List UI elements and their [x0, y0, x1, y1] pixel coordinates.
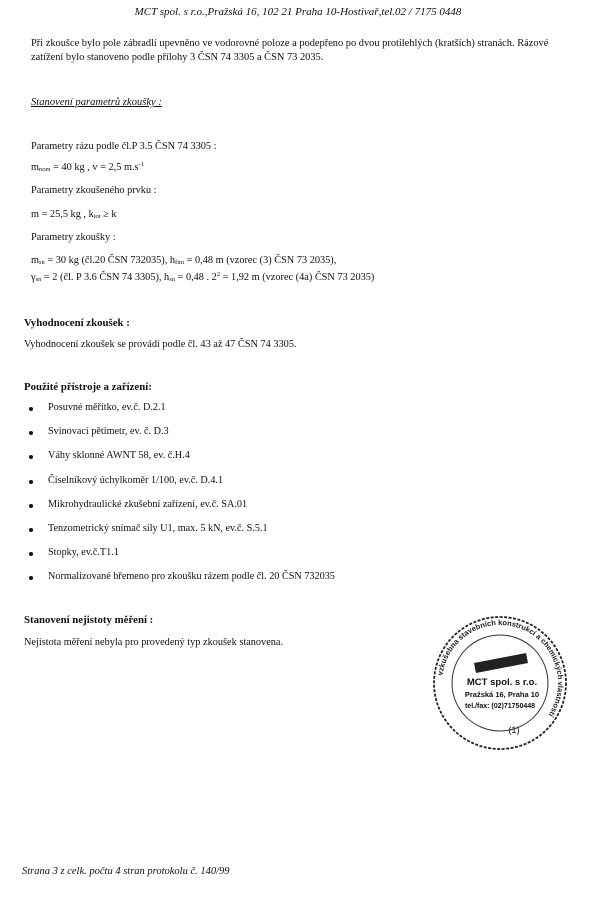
bullet-icon [29, 528, 33, 532]
list-item: Posuvné měřítko, ev.č. D.2.1 [26, 402, 466, 426]
stamp-logo [474, 653, 528, 673]
evaluation-heading: Vyhodnocení zkoušek : [24, 317, 130, 329]
element-params-values: m = 25,5 kg , $k_{tot} \ge k$ [31, 209, 117, 220]
list-item: Číselníkový úchylkoměr 1/100, ev.č. D.4.1 [26, 475, 466, 499]
list-item: Svinovací pětimetr, ev. č. D.3 [26, 426, 466, 450]
list-item: Stopky, ev.č.T1.1 [26, 547, 466, 571]
list-item: Váhy sklonné AWNT 58, ev. č.H.4 [26, 450, 466, 474]
page-header: MCT spol. s r.o.,Pražská 16, 102 21 Praha 10-Hostivař,tel.02 / 7175 0448 [134, 6, 462, 18]
bullet-icon [29, 455, 33, 459]
impact-params-values: $m_{nom} = 40$ kg , v = 2,5 $m.s^{-1}$ [31, 161, 144, 173]
impact-params-label: Parametry rázu podle čl.P 3.5 ČSN 74 3305 : [31, 141, 217, 152]
list-item: Mikrohydraulické zkušební zařízení, ev.č. SA.01 [26, 499, 466, 523]
stamp-phone: tel./fax: (02)71750448 [464, 703, 536, 710]
instruments-heading: Použité přístroje a zařízení: [24, 381, 152, 393]
bullet-icon [29, 552, 33, 556]
bullet-icon [29, 431, 33, 435]
company-stamp [430, 613, 570, 753]
test-params-line-1: $m_{sn} = 30$ kg (čl.20 ČSN 732035), $h_{fim} = 0,48$ m (vzorec (3) ČSN 73 2035), [31, 255, 337, 266]
bullet-icon [29, 480, 33, 484]
uncertainty-heading: Stanovení nejistoty měření : [24, 614, 154, 626]
intro-paragraph: Při zkoušce bylo pole zábradlí upevněno ve vodorovné poloze a podepřeno po dvou protilehlých (kratších) stranách. Rázové zatížení bylo stanoveno podle přílohy 3 ČSN 74 3305 a ČSN 73 2035. [31, 38, 549, 63]
bullet-icon [29, 407, 33, 411]
stamp-address: Pražská 16, Praha 10 [464, 690, 540, 699]
instruments-list [26, 402, 466, 596]
stamp-company: MCT spol. s r.o. [466, 677, 538, 688]
test-params-label: Parametry zkoušky : [31, 232, 116, 243]
stamp-ring-text: vzkušebna stavebních konstrukcí a chemických vlastností [435, 617, 566, 719]
bullet-icon [29, 504, 33, 508]
bullet-icon [29, 576, 33, 580]
list-item: Tenzometrický snímač síly U1, max. 5 kN, ev.č. S.5.1 [26, 523, 466, 547]
section-heading-test-parameters: Stanovení parametrů zkoušky : [31, 97, 162, 108]
stamp-number: (1) [508, 725, 520, 735]
uncertainty-text: Nejistota měření nebyla pro provedený typ zkoušek stanovena. [24, 637, 284, 648]
test-params-line-2: $\gamma_{sn} = 2$ (čl. P 3.6 ČSN 74 3305), $h_{sn} = 0,48$ . $2^2 = 1,92$ m (vzorec (4a) ČSN 73 2035) [31, 271, 375, 283]
evaluation-text: Vyhodnocení zkoušek se provádí podle čl. 43 až 47 ČSN 74 3305. [24, 339, 297, 350]
element-params-label: Parametry zkoušeného prvku : [31, 185, 157, 196]
page-footer: Strana 3 z celk. počtu 4 stran protokolu č. 140/99 [22, 866, 230, 877]
list-item: Normalizované břemeno pro zkoušku rázem podle čl. 20 ČSN 732035 [26, 571, 466, 595]
